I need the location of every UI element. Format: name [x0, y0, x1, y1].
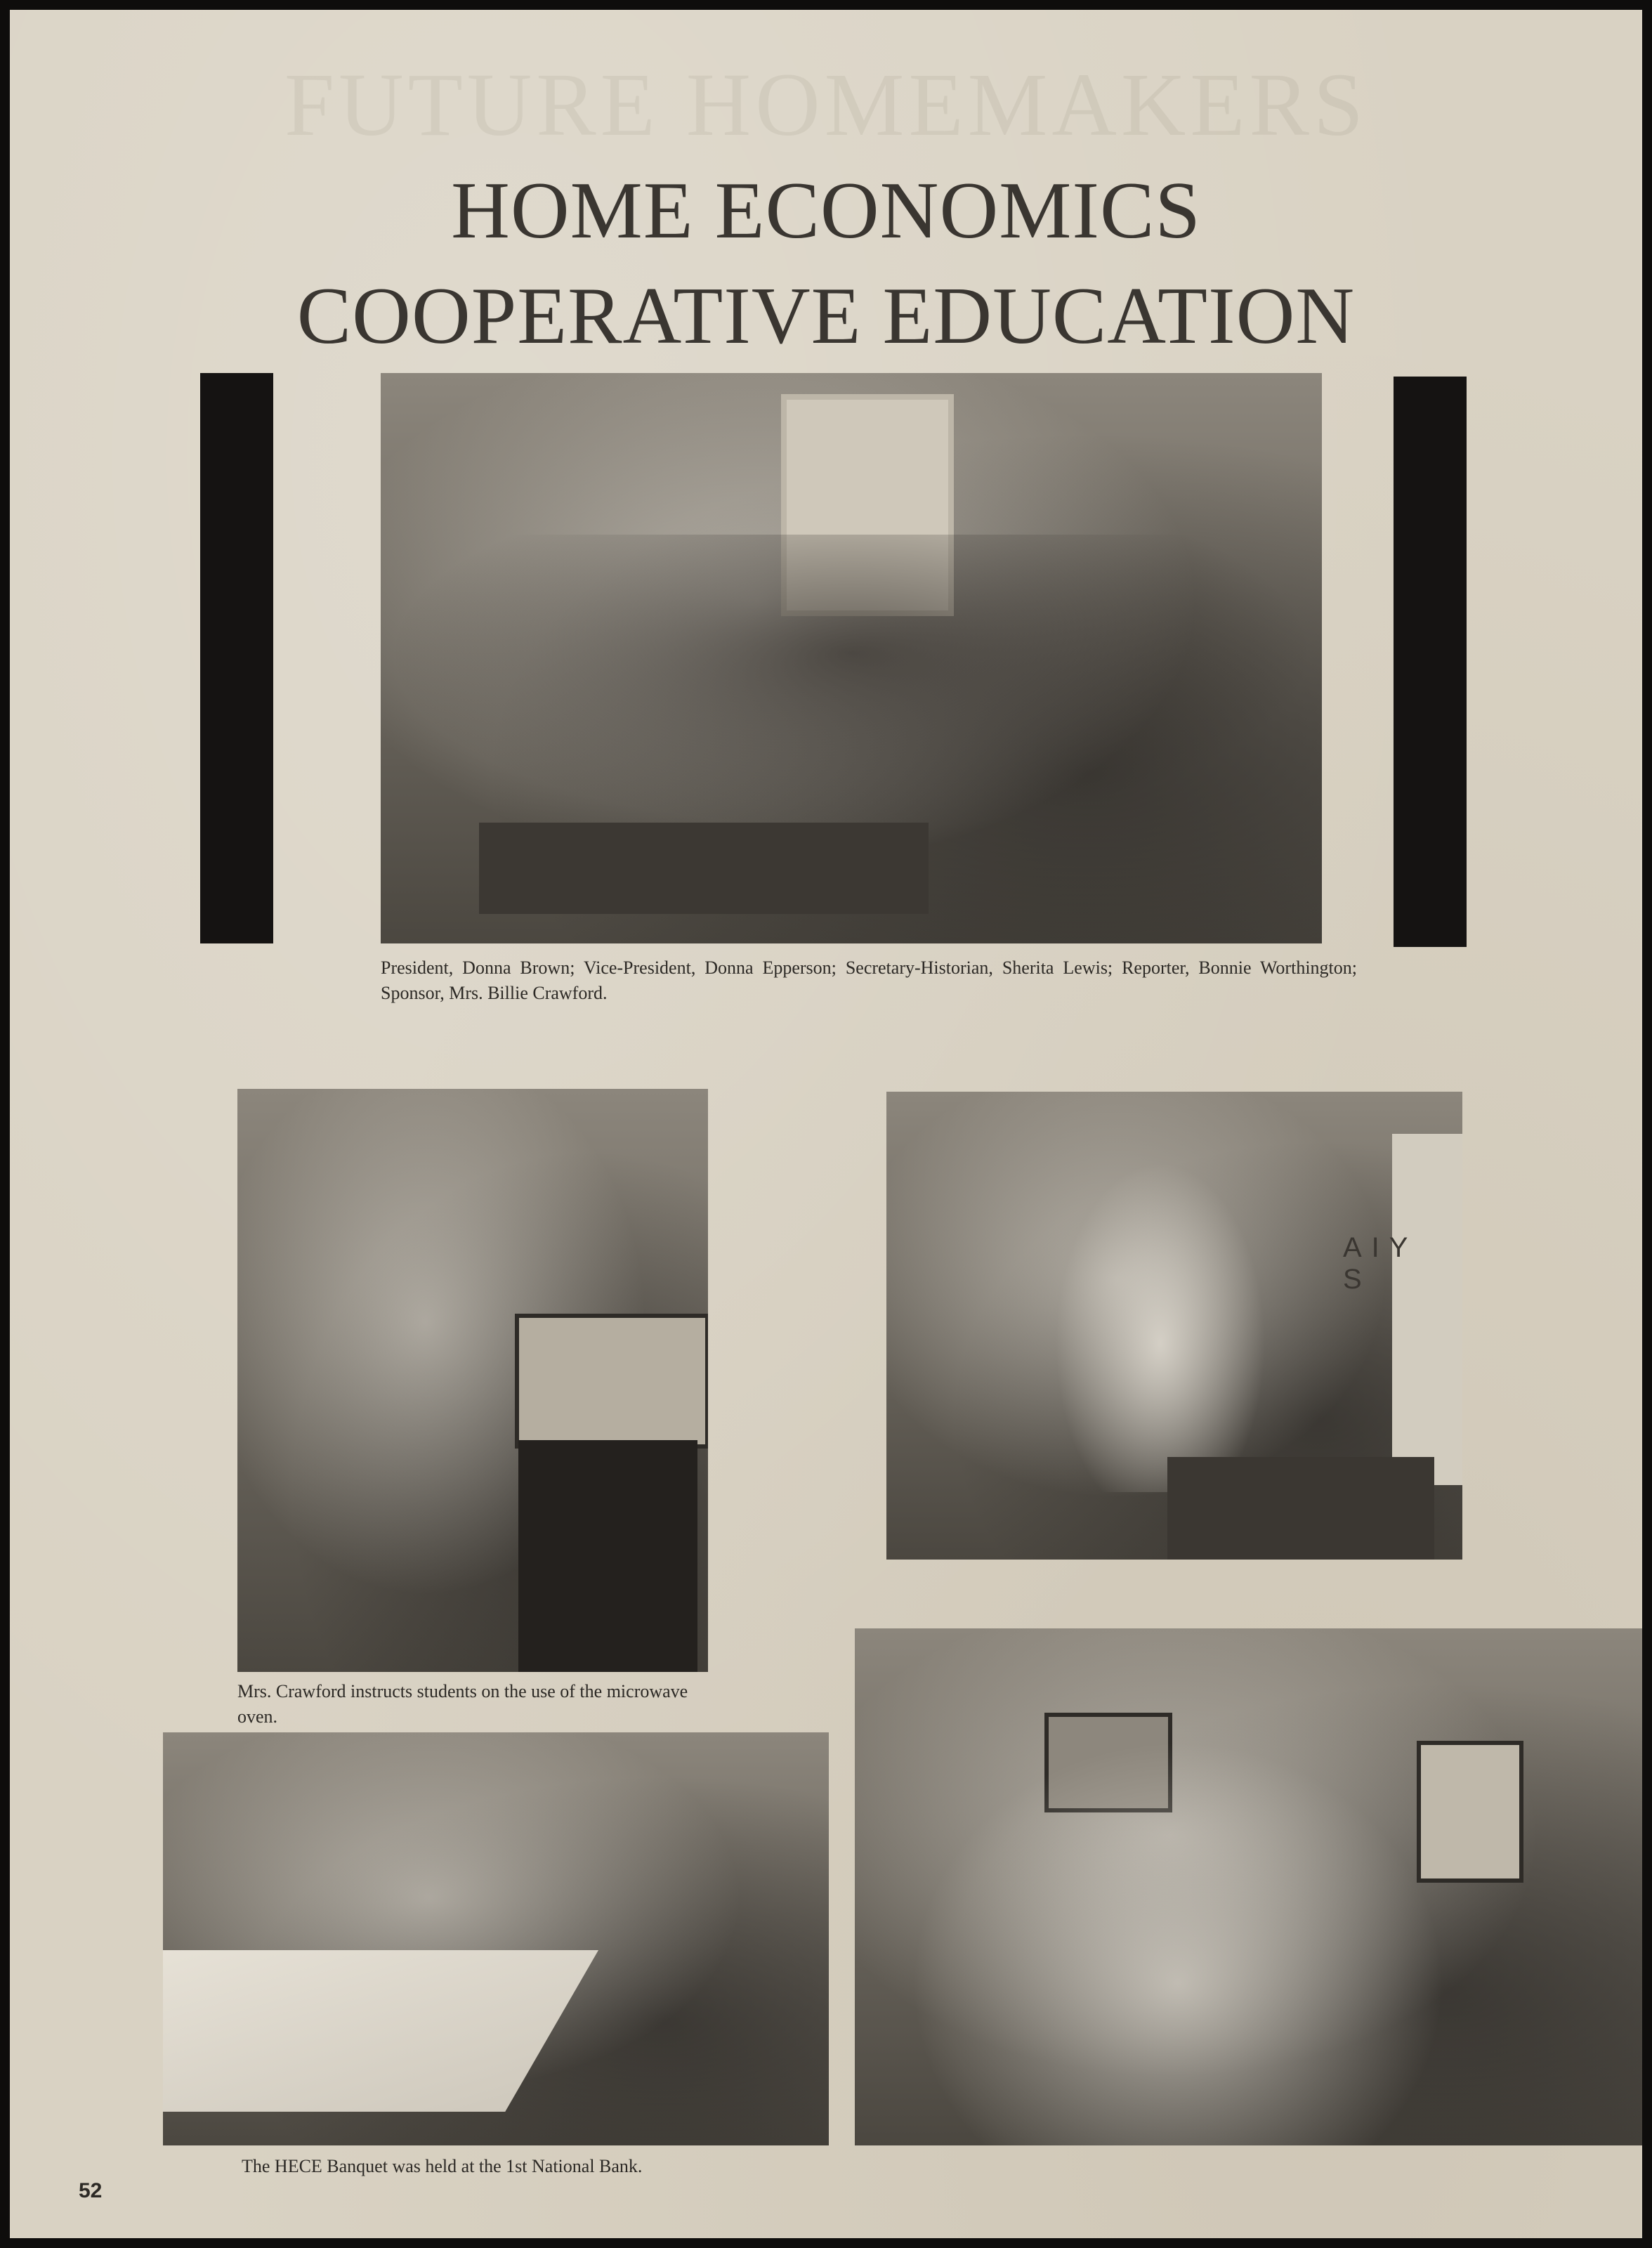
banquet-photo	[163, 1732, 829, 2145]
left-black-bar	[200, 373, 273, 943]
guests-group	[911, 1741, 1445, 2145]
reception-photo	[855, 1628, 1642, 2145]
microwave-oven	[515, 1314, 708, 1449]
page-number: 52	[79, 2179, 103, 2202]
group-photo-caption: President, Donna Brown; Vice-President, Donna Epperson; Secretary-Historian, Sherita Lewis; Reporter, Bonnie Worthington; Sponsor, Mrs. Billie Crawford.	[381, 958, 1357, 1003]
group-photo	[381, 373, 1322, 943]
page-title-line1: HOME ECONOMICS	[451, 166, 1201, 256]
speaker-at-podium	[1055, 1162, 1266, 1492]
ghost-title: FUTURE HOMEMAKERS	[284, 55, 1368, 155]
right-black-bar	[1394, 377, 1467, 947]
sign-board-text: AIY S	[1343, 1232, 1417, 1295]
banquet-photo-caption: The HECE Banquet was held at the 1st National Bank.	[242, 2156, 643, 2176]
microwave-cart	[518, 1440, 697, 1672]
podium	[1167, 1457, 1434, 1560]
sign-board	[1392, 1134, 1462, 1485]
podium-photo	[886, 1092, 1462, 1560]
page-title-line2: COOPERATIVE EDUCATION	[296, 271, 1356, 361]
microwave-photo	[237, 1089, 708, 1672]
banquet-table	[163, 1950, 598, 2112]
microwave-photo-caption: Mrs. Crawford instructs students on the use of the microwave oven.	[237, 1681, 688, 1727]
coffee-table	[479, 823, 929, 914]
group-of-students	[388, 535, 1315, 830]
yearbook-page	[10, 10, 1642, 2238]
